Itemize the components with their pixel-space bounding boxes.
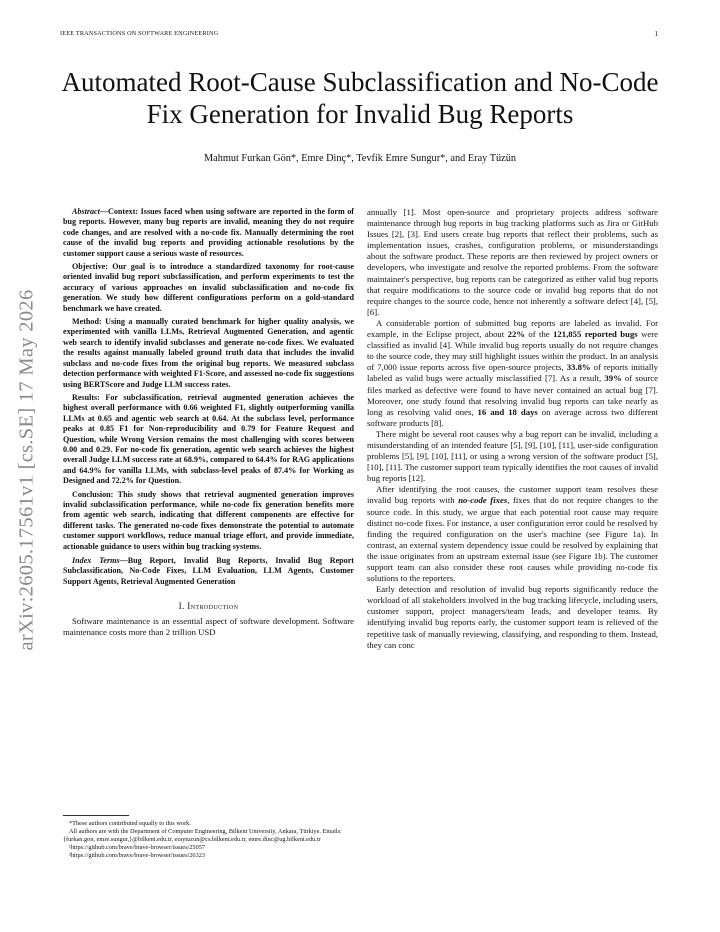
p4-text-c: , fixes that do not require changes to the source code. In this study, we argue that each potential root cause may require distinct no-code fixes. For instance, a user configuration error could be resolved by finding the required configuration on the user's machine (see Figure 1a). In contrast, an external system dependency issue could be resolved by explaining that the issue originates from an upstream external issue (see Figure 1b). The customer support team can also consider these root causes while providing no-code fix solutions to the reporters.: [367, 495, 658, 584]
p2-text-c: of the: [524, 329, 554, 340]
index-terms: [63, 556, 354, 587]
abstract-objective: Objective: Our goal is to introduce a standardized taxonomy for root-cause oriented invalid bug report subclassification, and perform experiments to test the accuracy of various approaches on invalid subclassification and no-code fix generation. We study how different configurations perform on a gold-standard benchmark we have created.: [63, 262, 354, 313]
left-column: [63, 207, 354, 639]
right-paragraph-1: annually [1]. Most open-source and proprietary projects address software maintenance through bug reports in bug tracking platforms such as Jira or GitHub Issues [2], [3]. End users create bug reports that reflect their problems, such as implementation issues, crashes, configuration problems, or misunderstandings about the software product. These reports are then reviewed by project owners or developers, who investigate and resolve the reported problems. From the software maintainer's perspective, bug reports can be categorized as either valid bug reports that require modifications to the source code or invalid bug reports that do not require changes to the source code, hence not inherently a software defect [4], [5], [6].: [367, 207, 658, 317]
p4-no-code-fixes: no-code fixes: [458, 495, 508, 506]
p2-text-d: were classified as invalid [4]. While invalid bug reports usually do not require changes to the source code, they may still highlight issues within the product. In an analysis of 7,000 issue reports across five open-source projects,: [367, 329, 658, 373]
abstract-results: Results: For subclassification, retrieval augmented generation achieves the highest overall performance with 0.66 weighted F1, slightly outperforming vanilla LLMs at 0.65 and agentic web search at 0.64. At the subclass level, performance peaks at 0.85 F1 for Non-reproducibility and 0.79 for Feature Request and Question, while Wrong Version remains the most challenging with scores between 0.00 and 0.29. For no-code fix generation, agentic web search achieves the highest overall Judge LLM success rate at 68.9%, compared to 64.4% for RAG applications and 64.9% for vanilla LLMs, with subclass-level peaks of 87.4% for Working as Designed and 72.2% for Question.: [63, 392, 354, 486]
p2-bold-days: 16 and 18 days: [477, 406, 538, 417]
p2-bold-338pct: 33.8%: [566, 362, 591, 373]
abstract-conclusion: Conclusion: This study shows that retrieval augmented generation improves invalid subclassification performance, while no-code fix generation benefits more from agentic web search, indicating that different components are effective for different tasks. The generated no-code fixes demonstrate the potential to automate customer support workflows, reduce manual triage effort, and provide immediate, actionable guidance to users within bug tracking systems.: [63, 489, 354, 551]
footnote-link-1: ¹https://github.com/brave/brave-browser/issues/25057: [69, 844, 206, 851]
journal-header: IEEE TRANSACTIONS ON SOFTWARE ENGINEERING: [60, 30, 219, 37]
right-paragraph-4: [367, 484, 658, 584]
p4-text-a: After identifying the root causes, the customer support team resolves these invalid bug reports with: [367, 484, 658, 506]
arxiv-stamp: [2, 260, 52, 680]
arxiv-stamp-text: arXiv:2605.17561v1 [cs.SE] 17 May 2026: [15, 289, 38, 651]
right-column: [367, 207, 658, 651]
abstract-context-text: —Context: Issues faced when using software are reported in the form of bug reports. However, many bug reports are invalid, meaning they do not require code changes, and are resolved with a no-code fix. Manually determining the root cause of the invalid bug reports and providing actionable resolutions by the customer support cause a serious waste of resources.: [63, 207, 354, 258]
p2-text-f: of source files marked as defective were found to have never contained an actual bug [7]. Moreover, one study found that resolving invalid bug reports can take nearly as long as resolving valid ones,: [367, 373, 658, 417]
footnote-rule: [63, 815, 129, 816]
p2-text-e: of reports initially labeled as valid bugs were actually misclassified [7]. As a result,: [367, 362, 659, 384]
index-terms-text: —Bug Report, Invalid Bug Reports, Invalid Bug Report Subclassification, No-Code Fixes, LLM Evaluation, LLM Agents, Customer Support Agents, Retrieval Augmented Generation: [63, 556, 355, 586]
abstract-label: Abstract: [72, 207, 100, 216]
author-list: Mahmut Furkan Gön*, Emre Dinç*, Tevfik Emre Sungur*, and Eray Tüzün: [203, 153, 517, 164]
right-paragraph-2: [367, 318, 658, 429]
p2-bold-bugs: 121,855 reported bugs: [553, 329, 638, 340]
footnotes: [63, 815, 354, 860]
right-paragraph-5: Early detection and resolution of invalid bug reports significantly reduce the workload of all stakeholders involved in the bug tracking lifecycle, including users, customer support, project managers/team leads, and developer teams. By identifying invalid bug reports early, the customer support team is relieved of the repetitive task of manually reviewing, classifying, and responding to them. Instead, they can conc: [367, 584, 658, 650]
page-number: 1: [654, 30, 658, 38]
abstract-context: [63, 207, 354, 259]
section-heading-introduction: I. Introduction: [178, 601, 239, 612]
paper-title: Automated Root-Cause Subclassification and No-Code Fix Generation for Invalid Bug Reports: [61, 67, 659, 129]
right-paragraph-3: There might be several root causes why a bug report can be invalid, including a misunderstanding of an intended feature [5], [9], [10], [11], user-side configuration problems [5], [9], [10], [11], or using a wrong version of the software product [5], [10], [11]. The customer support team typically identifies the root causes of invalid bug reports [12].: [367, 428, 658, 484]
index-terms-label: Index Terms: [72, 556, 120, 565]
footnote-affiliation: All authors are with the Department of Computer Engineering, Bilkent University, Ankara, Türkiye. Emails: {furkan.gon, emre.sungur,}@bilkent.edu.tr, eraytuzun@cs.bilkent.edu.tr, emre.dinc@ug.bilkent.edu.tr: [63, 828, 342, 843]
intro-paragraph-1: Software maintenance is an essential aspect of software development. Software maintenance costs more than 2 trillion USD: [63, 616, 354, 638]
footnote-equal-contribution: *These authors contributed equally to this work.: [69, 820, 191, 827]
abstract-method: Method: Using a manually curated benchmark for higher quality analysis, we experimented with vanilla LLMs, Retrieval Augmented Generation, and agentic web search to identify invalid subclasses and generate no-code fixes. We evaluated the results against manually labeled ground truth data that includes the invalid subclass and no-code fixes from the original bug reports. We measured subclass detection performance with weighted F1-Score, and assessed no-code fix suggestions using BERTScore and Judge LLM success rates.: [63, 317, 354, 389]
p2-bold-22pct: 22%: [507, 329, 525, 340]
abstract: [63, 207, 354, 552]
footnote-link-2: ²https://github.com/brave/brave-browser/issues/26323: [69, 852, 206, 859]
p2-text-g: on average across two different software products [8].: [367, 406, 658, 428]
p2-bold-39pct: 39%: [604, 373, 622, 384]
p2-text-a: A considerable portion of submitted bug reports are labeled as invalid. For example, in the Eclipse project, about: [367, 317, 658, 340]
